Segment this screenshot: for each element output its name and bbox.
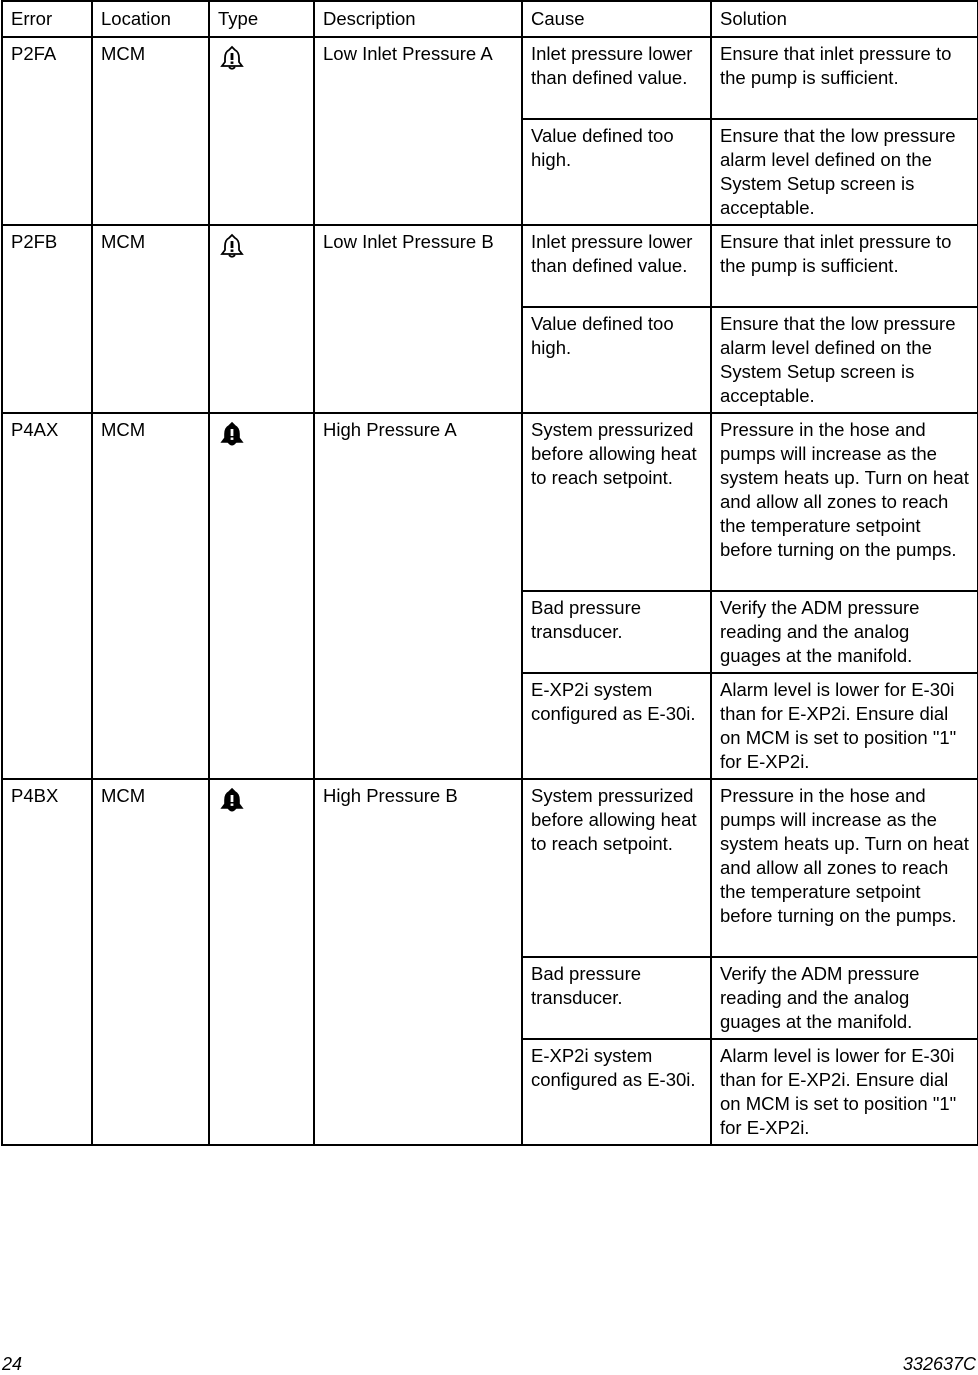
cause: Value defined too high. <box>522 119 711 225</box>
solution: Verify the ADM pressure reading and the analog guages at the manifold. <box>711 591 978 673</box>
cause: E-XP2i system configured as E-30i. <box>522 673 711 779</box>
cause: Inlet pressure lower than defined value. <box>522 37 711 119</box>
type-cell <box>209 225 314 413</box>
description: High Pressure A <box>314 413 522 779</box>
description: High Pressure B <box>314 779 522 1145</box>
cause: Bad pressure transducer. <box>522 591 711 673</box>
header-error: Error <box>2 1 92 37</box>
cause: System pressurized before allowing heat to reach setpoint. <box>522 413 711 591</box>
type-cell <box>209 37 314 225</box>
solution: Alarm level is lower for E-30i than for E-XP2i. Ensure dial on MCM is set to position "1" for E-XP2i. <box>711 1039 978 1145</box>
alarm-icon <box>219 787 245 813</box>
header-cause: Cause <box>522 1 711 37</box>
solution: Ensure that inlet pressure to the pump is sufficient. <box>711 225 978 307</box>
solution: Ensure that the low pressure alarm level defined on the System Setup screen is acceptable. <box>711 119 978 225</box>
table-row <box>2 225 978 307</box>
table-row <box>2 37 978 119</box>
error-code: P4BX <box>2 779 92 1145</box>
alarm-icon <box>219 421 245 447</box>
type-cell <box>209 413 314 779</box>
header-row <box>2 1 978 37</box>
solution: Pressure in the hose and pumps will increase as the system heats up. Turn on heat and allow all zones to reach the temperature setpoint before turning on the pumps. <box>711 413 978 591</box>
cause: System pressurized before allowing heat to reach setpoint. <box>522 779 711 957</box>
description: Low Inlet Pressure A <box>314 37 522 225</box>
cause: Value defined too high. <box>522 307 711 413</box>
deviation-icon <box>219 45 245 71</box>
location: MCM <box>92 779 209 1145</box>
page-number: 24 <box>2 1354 23 1374</box>
table-row <box>2 779 978 957</box>
header-description: Description <box>314 1 522 37</box>
solution: Ensure that inlet pressure to the pump is sufficient. <box>711 37 978 119</box>
location: MCM <box>92 37 209 225</box>
error-code: P2FB <box>2 225 92 413</box>
solution: Ensure that the low pressure alarm level defined on the System Setup screen is acceptable. <box>711 307 978 413</box>
header-type: Type <box>209 1 314 37</box>
solution: Pressure in the hose and pumps will increase as the system heats up. Turn on heat and allow all zones to reach the temperature setpoint before turning on the pumps. <box>711 779 978 957</box>
deviation-icon <box>219 233 245 259</box>
header-solution: Solution <box>711 1 978 37</box>
location: MCM <box>92 225 209 413</box>
document-id: 332637C <box>902 1354 976 1374</box>
location: MCM <box>92 413 209 779</box>
error-code: P4AX <box>2 413 92 779</box>
header-location: Location <box>92 1 209 37</box>
description: Low Inlet Pressure B <box>314 225 522 413</box>
error-table <box>1 0 978 1146</box>
error-code: P2FA <box>2 37 92 225</box>
type-cell <box>209 779 314 1145</box>
table-row <box>2 413 978 591</box>
solution: Verify the ADM pressure reading and the analog guages at the manifold. <box>711 957 978 1039</box>
cause: E-XP2i system configured as E-30i. <box>522 1039 711 1145</box>
cause: Inlet pressure lower than defined value. <box>522 225 711 307</box>
solution: Alarm level is lower for E-30i than for E-XP2i. Ensure dial on MCM is set to position "1" for E-XP2i. <box>711 673 978 779</box>
cause: Bad pressure transducer. <box>522 957 711 1039</box>
